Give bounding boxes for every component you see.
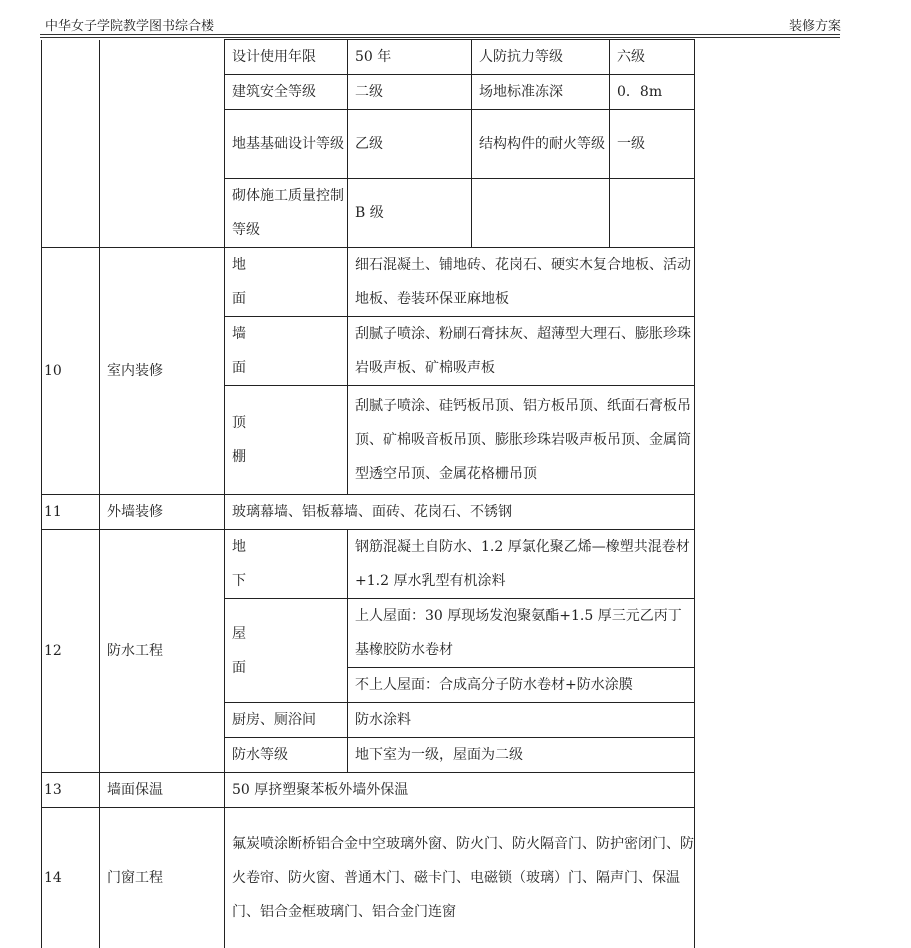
param-label: 结构构件的耐火等级 (472, 110, 610, 179)
item-content: 氟炭喷涂断桥铝合金中空玻璃外窗、防火门、防火隔音门、防护密闭门、防火卷帘、防火窗、普通木门、磁卡门、电磁锁（玻璃）门、隔声门、保温门、铝合金框玻璃门、铝合金门连窗 (225, 808, 695, 948)
item-content: 地下室为一级，屋面为二级 (348, 738, 695, 773)
item-content: 不上人屋面：合成高分子防水卷材+防水涂膜 (348, 668, 695, 703)
param-value: 乙级 (348, 110, 472, 179)
row-name: 室内装修 (100, 248, 225, 495)
item-content: 刮腻子喷涂、粉刷石膏抹灰、超薄型大理石、膨胀珍珠岩吸声板、矿棉吸声板 (348, 317, 695, 386)
table-row (42, 808, 695, 948)
param-value: 0．8m (610, 75, 695, 110)
row-number: 14 (42, 808, 100, 948)
item-label: 地 面 (225, 248, 348, 317)
param-value: B 级 (348, 179, 472, 248)
param-label: 场地标准冻深 (472, 75, 610, 110)
item-content: 玻璃幕墙、铝板幕墙、面砖、花岗石、不锈钢 (225, 495, 695, 530)
item-label: 地 下 (225, 530, 348, 599)
row-number: 13 (42, 773, 100, 808)
header-rule (40, 37, 840, 38)
item-content: 上人屋面：30 厚现场发泡聚氨酯+1.5 厚三元乙丙丁基橡胶防水卷材 (348, 599, 695, 668)
table-row (42, 40, 695, 75)
item-label: 顶 棚 (225, 386, 348, 495)
param-label: 设计使用年限 (225, 40, 348, 75)
item-content: 细石混凝土、铺地砖、花岗石、硬实木复合地板、活动地板、卷装环保亚麻地板 (348, 248, 695, 317)
param-label: 地基基础设计等级 (225, 110, 348, 179)
param-value: 二级 (348, 75, 472, 110)
param-value: 一级 (610, 110, 695, 179)
item-content: 50 厚挤塑聚苯板外墙外保温 (225, 773, 695, 808)
param-label: 建筑安全等级 (225, 75, 348, 110)
param-value (610, 179, 695, 248)
param-label (472, 179, 610, 248)
row-name: 墙面保温 (100, 773, 225, 808)
row-name-cell (100, 40, 225, 248)
item-label: 防水等级 (225, 738, 348, 773)
header-section: 装修方案 (789, 15, 841, 34)
row-number: 11 (42, 495, 100, 530)
table-row (42, 773, 695, 808)
item-label: 墙 面 (225, 317, 348, 386)
item-content: 防水涂料 (348, 703, 695, 738)
row-number: 12 (42, 530, 100, 773)
param-label: 人防抗力等级 (472, 40, 610, 75)
row-name: 门窗工程 (100, 808, 225, 948)
table-row (42, 530, 695, 599)
table-row (42, 248, 695, 317)
row-name: 防水工程 (100, 530, 225, 773)
header-title: 中华女子学院教学图书综合楼 (45, 15, 214, 34)
spec-table (41, 39, 695, 948)
row-name: 外墙装修 (100, 495, 225, 530)
item-content: 钢筋混凝土自防水、1.2 厚氯化聚乙烯—橡塑共混卷材+1.2 厚水乳型有机涂料 (348, 530, 695, 599)
item-label: 厨房、厕浴间 (225, 703, 348, 738)
param-value: 六级 (610, 40, 695, 75)
item-content: 刮腻子喷涂、硅钙板吊顶、铝方板吊顶、纸面石膏板吊顶、矿棉吸音板吊顶、膨胀珍珠岩吸声板吊顶、金属筒型透空吊顶、金属花格栅吊顶 (348, 386, 695, 495)
row-number-cell (42, 40, 100, 248)
row-number: 10 (42, 248, 100, 495)
table-row (42, 495, 695, 530)
param-value: 50 年 (348, 40, 472, 75)
param-label: 砌体施工质量控制等级 (225, 179, 348, 248)
item-label: 屋 面 (225, 599, 348, 703)
header-rule (40, 34, 840, 35)
